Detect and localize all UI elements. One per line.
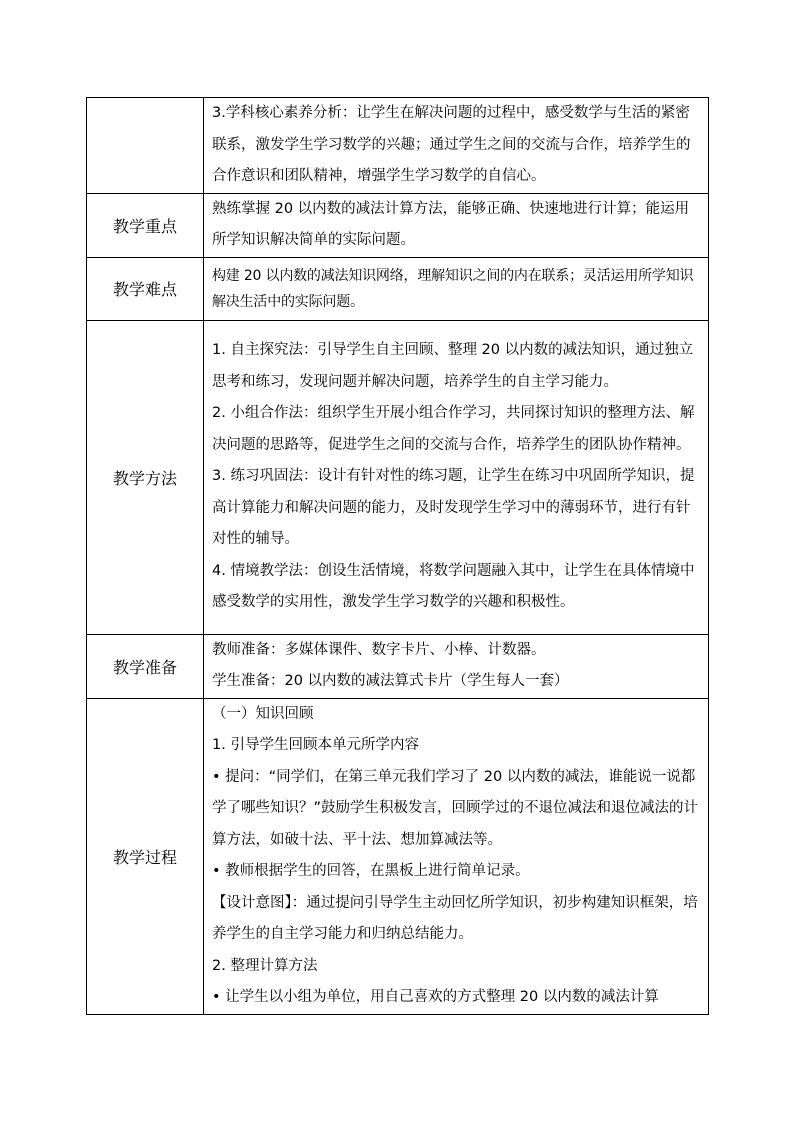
row-content bbox=[204, 257, 709, 320]
row-label: 教学重点 bbox=[87, 193, 204, 257]
table-row bbox=[87, 634, 709, 698]
row-paragraph: 4. 情境教学法：创设生活情境，将数学问题融入其中，让学生在具体情境中感受数学的实用性，激发学生学习数学的兴趣和积极性。 bbox=[212, 562, 695, 611]
row-paragraph: • 让学生以小组为单位，用自己喜欢的方式整理 20 以内数的减法计算 bbox=[212, 989, 659, 1005]
table-row bbox=[87, 320, 709, 634]
row-label: 教学方法 bbox=[87, 320, 204, 634]
row-paragraph: • 提问：“同学们，在第三单元我们学习了 20 以内数的减法，谁能说一说都学了哪些知识？”鼓励学生积极发言，回顾学过的不退位减法和退位减法的计算方法，如破十法、平十法、想加算减法等。 bbox=[212, 768, 699, 848]
row-paragraph: 2. 小组合作法：组织学生开展小组合作学习，共同探讨知识的整理方法、解决问题的思路等，促进学生之间的交流与合作，培养学生的团队协作精神。 bbox=[212, 405, 695, 453]
row-paragraph: 熟练掌握 20 以内数的减法计算方法，能够正确、快速地进行计算；能运用所学知识解决简单的实际问题。 bbox=[212, 200, 690, 248]
row-label bbox=[87, 98, 204, 194]
row-label: 教学过程 bbox=[87, 698, 204, 1014]
row-content bbox=[204, 634, 709, 698]
row-label: 教学准备 bbox=[87, 634, 204, 698]
row-paragraph: 3. 练习巩固法：设计有针对性的练习题，让学生在练习中巩固所学知识，提高计算能力和解决问题的能力，及时发现学生学习中的薄弱环节，进行有针对性的辅导。 bbox=[212, 468, 695, 548]
row-paragraph: （一）知识回顾 bbox=[212, 705, 314, 722]
row-paragraph: 1. 引导学生回顾本单元所学内容 bbox=[212, 737, 419, 753]
table-row bbox=[87, 257, 709, 320]
row-paragraph: • 教师根据学生的回答，在黑板上进行简单记录。 bbox=[212, 863, 530, 879]
row-paragraph: 【设计意图】：通过提问引导学生主动回忆所学知识，初步构建知识框架，培养学生的自主学习能力和归纳总结能力。 bbox=[212, 894, 698, 942]
row-paragraph: 1. 自主探究法：引导学生自主回顾、整理 20 以内数的减法知识，通过独立思考和练习，发现问题并解决问题，培养学生的自主学习能力。 bbox=[212, 342, 694, 390]
table-row bbox=[87, 98, 709, 194]
row-content bbox=[204, 698, 709, 1014]
row-paragraph: 学生准备：20 以内数的减法算式卡片（学生每人一套） bbox=[212, 673, 569, 689]
row-paragraph: 构建 20 以内数的减法知识网络，理解知识之间的内在联系；灵活运用所学知识解决生活中的实际问题。 bbox=[212, 267, 694, 310]
lesson-plan-table bbox=[86, 97, 709, 1015]
table-row bbox=[87, 698, 709, 1014]
row-content bbox=[204, 193, 709, 257]
row-paragraph: 教师准备：多媒体课件、数字卡片、小棒、计数器。 bbox=[212, 641, 546, 658]
row-content bbox=[204, 98, 709, 194]
row-paragraph: 2. 整理计算方法 bbox=[212, 957, 318, 974]
row-label: 教学难点 bbox=[87, 257, 204, 320]
row-content bbox=[204, 320, 709, 634]
table-row bbox=[87, 193, 709, 257]
row-paragraph: 3.学科核心素养分析：让学生在解决问题的过程中，感受数学与生活的紧密联系，激发学生学习数学的兴趣；通过学生之间的交流与合作，培养学生的合作意识和团队精神，增强学生学习数学的自信心。 bbox=[212, 105, 691, 184]
